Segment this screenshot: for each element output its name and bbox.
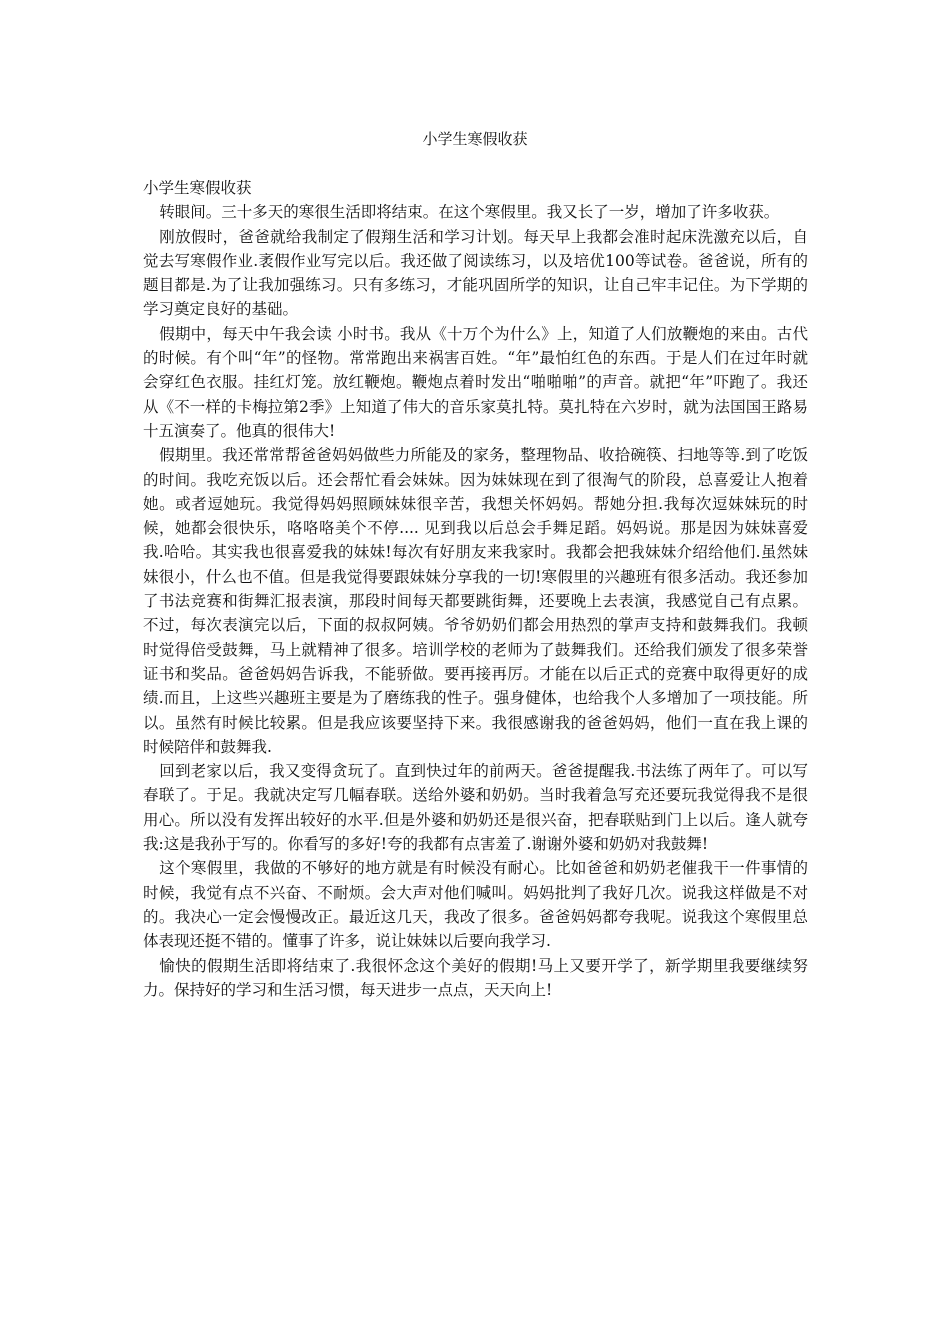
paragraph-6: 这个寒假里，我做的不够好的地方就是有时候没有耐心。比如爸爸和奶奶老催我干一件事情的时候，我觉有点不兴奋、不耐烦。会大声对他们喊叫。妈妈批判了我好几次。说我这样做是不对的。我决心一定会慢慢改正。最近这几天，我改了很多。爸爸妈妈都夸我呢。说我这个寒假里总体表现还挺不错的。懂事了许多，说让妹妹以后要向我学习. bbox=[143, 859, 808, 951]
paragraph-1: 转眼间。三十多天的寒很生活即将结束。在这个寒假里。我又长了一岁，增加了许多收获。 bbox=[159, 203, 780, 222]
paragraph-5: 回到老家以后，我又变得贪玩了。直到快过年的前两天。爸爸提醒我.书法练了两年了。可以写春联了。于足。我就决定写几幅春联。送给外婆和奶奶。当时我着急写充还要玩我觉得我不是很用心。所以没有发挥出较好的水平.但是外婆和奶奶还是很兴奋，把春联贴到门上以后。逢人就夸我:这是我孙于写的。你看写的多好!夸的我都有点害羞了.谢谢外婆和奶奶对我鼓舞! bbox=[143, 762, 808, 854]
document-subtitle: 小学生寒假收获 bbox=[143, 179, 252, 197]
document-body bbox=[143, 176, 808, 1002]
document-title: 小学生寒假收获 bbox=[422, 130, 528, 148]
paragraph-3: 假期中，每天中午我会读 小时书。我从《十万个为什么》上，知道了人们放鞭炮的来由。古代的时候。有个叫“年”的怪物。常常跑出来祸害百姓。“年”最怕红色的东西。于是人们在过年时就会穿红色衣服。挂红灯笼。放红鞭炮。鞭炮点着时发出“啪啪啪”的声音。就把“年”吓跑了。我还从《不一样的卡梅拉第2季》上知道了伟大的音乐家莫扎特。莫扎特在六岁时，就为法国国王路易十五演奏了。他真的很伟大! bbox=[143, 324, 808, 440]
paragraph-2: 刚放假时，爸爸就给我制定了假翔生活和学习计划。每天早上我都会准时起床洗激充以后，自觉去写寒假作业.袤假作业写完以后。我还做了阅读练习，以及培优100等试卷。爸爸说，所有的题目都是.为了让我加强练习。只有多练习，才能巩固所学的知识，让自己牢丰记住。为下学期的学习奠定良好的基础。 bbox=[143, 227, 808, 319]
paragraph-4: 假期里。我还常常帮爸爸妈妈做些力所能及的家务，整理物品、收拾碗筷、扫地等等.到了吃饭的时间。我吃充饭以后。还会帮忙看会妹妹。因为妹妹现在到了很淘气的阶段，总喜爱让人抱着她。或者逗她玩。我觉得妈妈照顾妹妹很辛苦，我想关怀妈妈。帮她分担.我每次逗妹妹玩的时候，她都会很快乐，咯咯咯美个不停.... 见到我以后总会手舞足蹈。妈妈说。那是因为妹妹喜爱我.哈哈。其实我也很喜爱我的妹妹!每次有好朋友来我家时。我都会把我妹妹介绍给他们.虽然妹妹很小，什么也不值。但是我觉得要跟妹妹分享我的一切!寒假里的兴趣班有很多活动。我还参加了书法竞赛和街舞汇报表演，那段时间每天都要跳街舞，还要晚上去表演，我感觉自己有点累。不过，每次表演完以后，下面的叔叔阿姨。爷爷奶奶们都会用热烈的掌声支持和鼓舞我们。我顿时觉得倍受鼓舞，马上就精神了很多。培训学校的老师为了鼓舞我们。还给我们颁发了很多荣誉证书和奖品。爸爸妈妈告诉我，不能骄做。要再接再厉。才能在以后正式的竞赛中取得更好的成绩.而且，上这些兴趣班主要是为了磨练我的性子。强身健体，也给我个人多增加了一项技能。所以。虽然有时候比较累。但是我应该要坚持下来。我很感谢我的爸爸妈妈，他们一直在我上课的时候陪伴和鼓舞我. bbox=[143, 446, 808, 756]
paragraph-7: 愉快的假期生活即将结束了.我很怀念这个美好的假期!马上又要开学了，新学期里我要继续努力。保持好的学习和生活习惯，每天进步一点点，天天向上! bbox=[143, 956, 808, 999]
